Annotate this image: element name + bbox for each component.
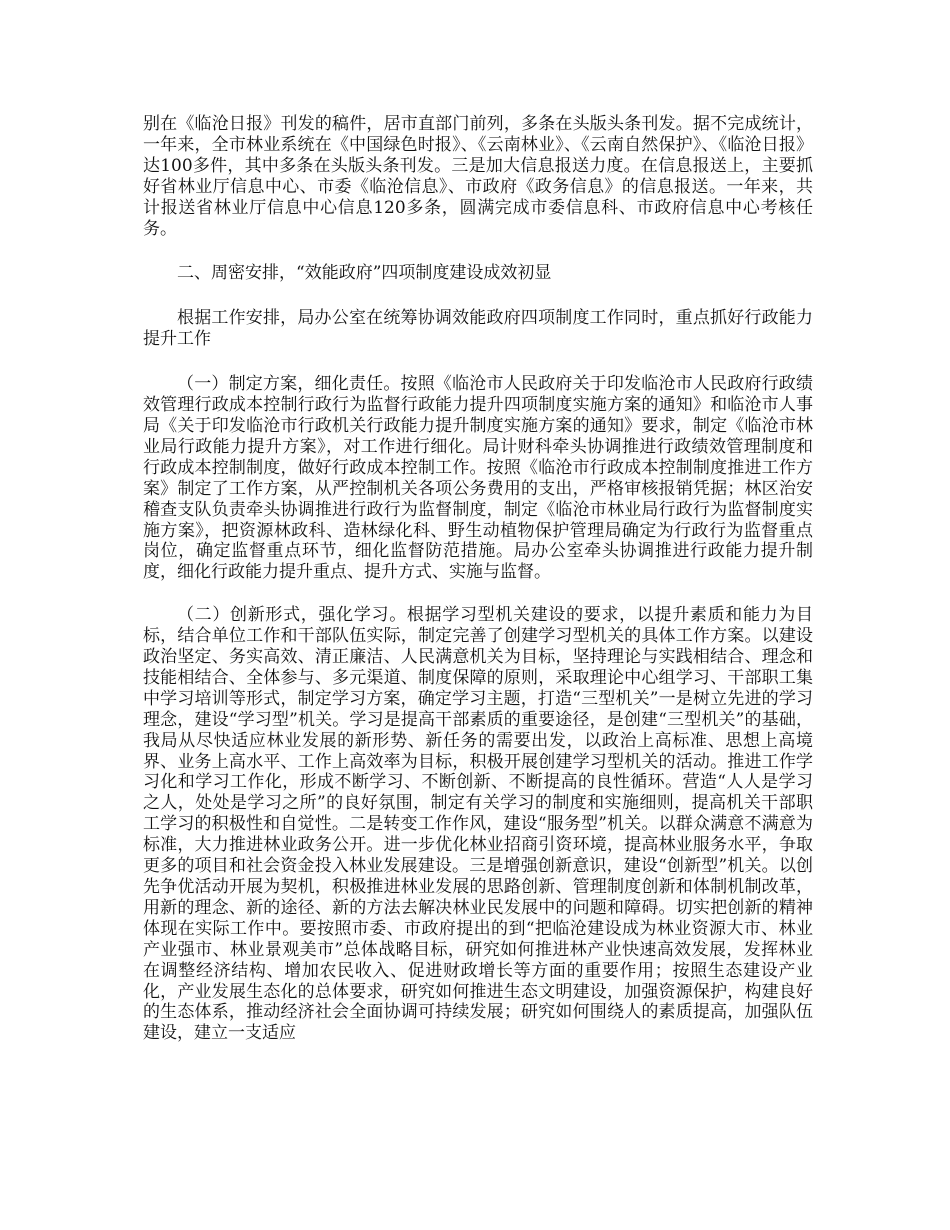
body-paragraph-intro: 根据工作安排，局办公室在统筹协调效能政府四项制度工作同时，重点抓好行政能力提升工作 [143,308,813,350]
body-paragraph-subsection-2: （二）创新形式，强化学习。根据学习型机关建设的要求，以提升素质和能力为目标，结合单位工作和干部队伍实际，制定完善了创建学习型机关的具体工作方案。以建设政治坚定、务实高效、清正廉洁、人民满意机关为目标，坚持理论与实践相结合、理念和技能相结合、全体参与、多元渠道、制度保障的原则，采取理论中心组学习、干部职工集中学习培训等形式，制定学习方案，确定学习主题，打造“三型机关”一是树立先进的学习理念，建设“学习型”机关。学习是提高干部素质的重要途径，是创建“三型机关”的基础，我局从尽快适应林业发展的新形势、新任务的需要出发，以政治上高标准、思想上高境界、业务上高水平、工作上高效率为目标，积极开展创建学习型机关的活动。推进工作学习化和学习工作化，形成不断学习、不断创新、不断提高的良性循环。营造“人人是学习之人，处处是学习之所”的良好氛围，制定有关学习的制度和实施细则，提高机关干部职工学习的积极性和自觉性。二是转变工作作风，建设“服务型”机关。以群众满意不满意为标准，大力推进林业政务公开。进一步优化林业招商引资环境，提高林业服务水平，争取更多的项目和社会资金投入林业发展建设。三是增强创新意识，建设“创新型”机关。以创先争优活动开展为契机，积极推进林业发展的思路创新、管理制度创新和体制机制改革，用新的理念、新的途径、新的方法去解决林业民发展中的问题和障碍。切实把创新的精神体现在实际工作中。要按照市委、市政府提出的到“把临沧建设成为林业资源大市、林业产业强市、林业景观美市”总体战略目标，研究如何推进林产业快速高效发展，发挥林业在调整经济结构、增加农民收入、促进财政增长等方面的重要作用；按照生态建设产业化，产业发展生态化的总体要求，研究如何推进生态文明建设，加强资源保护，构建良好的生态体系，推动经济社会全面协调可持续发展；研究如何围绕人的素质提高，加强队伍建设，建立一支适应 [143,605,813,1044]
body-paragraph-subsection-1: （一）制定方案，细化责任。按照《临沧市人民政府关于印发临沧市人民政府行政绩效管理行政成本控制行政行为监督行政能力提升四项制度实施方案的通知》和临沧市人事局《关于印发临沧市行政机关行政能力提升制度实施方案的通知》要求，制定《临沧市林业局行政能力提升方案》，对工作进行细化。局计财科牵头协调推进行政绩效管理制度和行政成本控制制度，做好行政成本控制工作。按照《临沧市行政成本控制制度推进工作方案》制定了工作方案，从严控制机关各项公务费用的支出，严格审核报销凭据；林区治安稽查支队负责牵头协调推进行政行为监督制度，制定《临沧市林业局行政行为监督制度实施方案》，把资源林政科、造林绿化科、野生动植物保护管理局确定为行政行为监督重点岗位，确定监督重点环节，细化监督防范措施。局办公室牵头协调推进行政能力提升制度，细化行政能力提升重点、提升方式、实施与监督。 [143,374,813,583]
body-paragraph-1: 别在《临沧日报》刊发的稿件，居市直部门前列，多条在头版头条刊发。据不完成统计，一年来，全市林业系统在《中国绿色时报》、《云南林业》、《云南自然保护》、《临沧日报》达100多件，其中多条在头版头条刊发。三是加大信息报送力度。在信息报送上，主要抓好省林业厅信息中心、市委《临沧信息》、市政府《政务信息》的信息报送。一年来，共计报送省林业厅信息中心信息120多条，圆满完成市委信息科、市政府信息中心考核任务。 [143,114,813,239]
document-page [143,114,813,1044]
section-heading-2: 二、周密安排，“效能政府”四项制度建设成效初显 [177,263,552,284]
